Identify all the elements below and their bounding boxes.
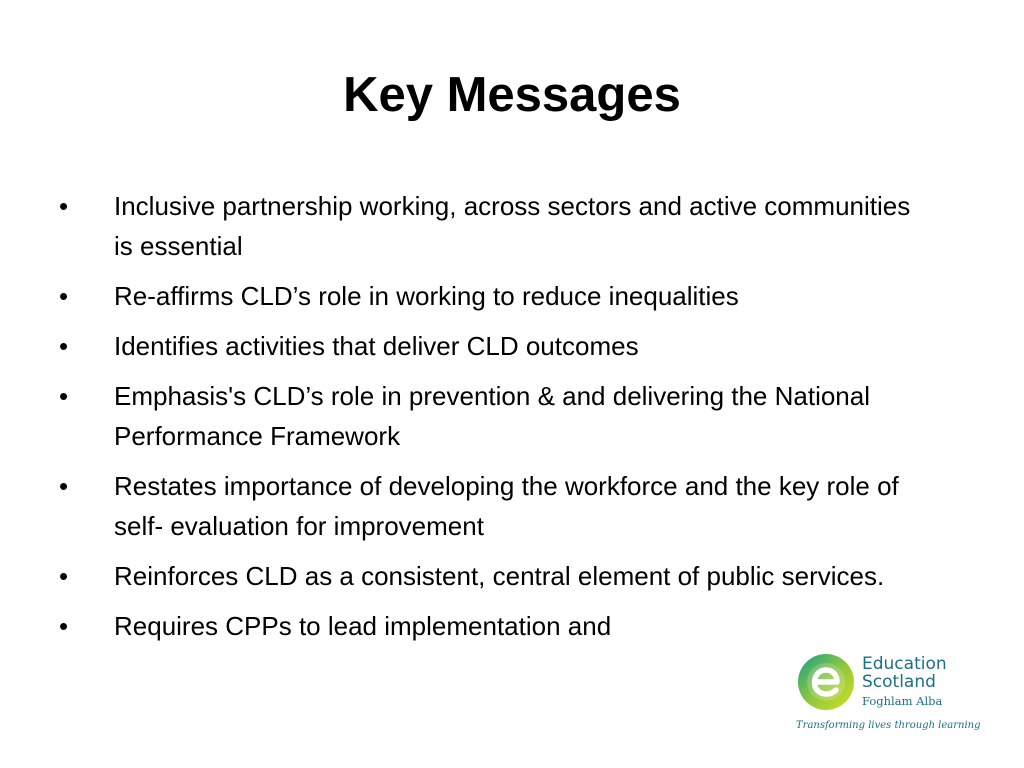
bullet-text: Restates importance of developing the workforce and the key role of self- evaluation for improvement [114, 471, 899, 541]
bullet-text: Reinforces CLD as a consistent, central element of public services. [114, 561, 885, 591]
bullet-text: Requires CPPs to lead implementation and [114, 611, 612, 641]
bullet-dot: • [59, 381, 69, 411]
bullet-dot: • [59, 331, 69, 361]
bullet-item [56, 276, 916, 316]
bullet-dot: • [59, 281, 69, 311]
slide-title: Key Messages [343, 68, 681, 122]
bullet-dot: • [59, 471, 69, 501]
bullet-dot: • [59, 611, 69, 641]
logo-tagline: Transforming lives through learning [796, 720, 981, 731]
bullet-text: Inclusive partnership working, across sectors and active communities is essential [114, 191, 911, 261]
bullet-dot: • [59, 191, 69, 221]
bullet-dot: • [59, 561, 69, 591]
education-scotland-e-icon [796, 652, 856, 712]
bullet-item [56, 376, 916, 456]
bullet-list [56, 186, 916, 656]
bullet-item [56, 606, 916, 646]
bullet-text: Identifies activities that deliver CLD outcomes [114, 331, 639, 361]
bullet-item [56, 186, 916, 266]
education-scotland-logo [794, 650, 981, 740]
logo-line-scotland: Scotland [862, 672, 936, 692]
bullet-item [56, 326, 916, 366]
logo-line-gaelic: Foghlam Alba [862, 694, 943, 708]
bullet-text: Emphasis's CLD’s role in prevention & and delivering the National Performance Framework [114, 381, 871, 451]
logo-line-education: Education [862, 654, 947, 674]
bullet-item [56, 466, 916, 546]
bullet-text: Re-affirms CLD’s role in working to reduce inequalities [114, 281, 739, 311]
bullet-item [56, 556, 916, 596]
